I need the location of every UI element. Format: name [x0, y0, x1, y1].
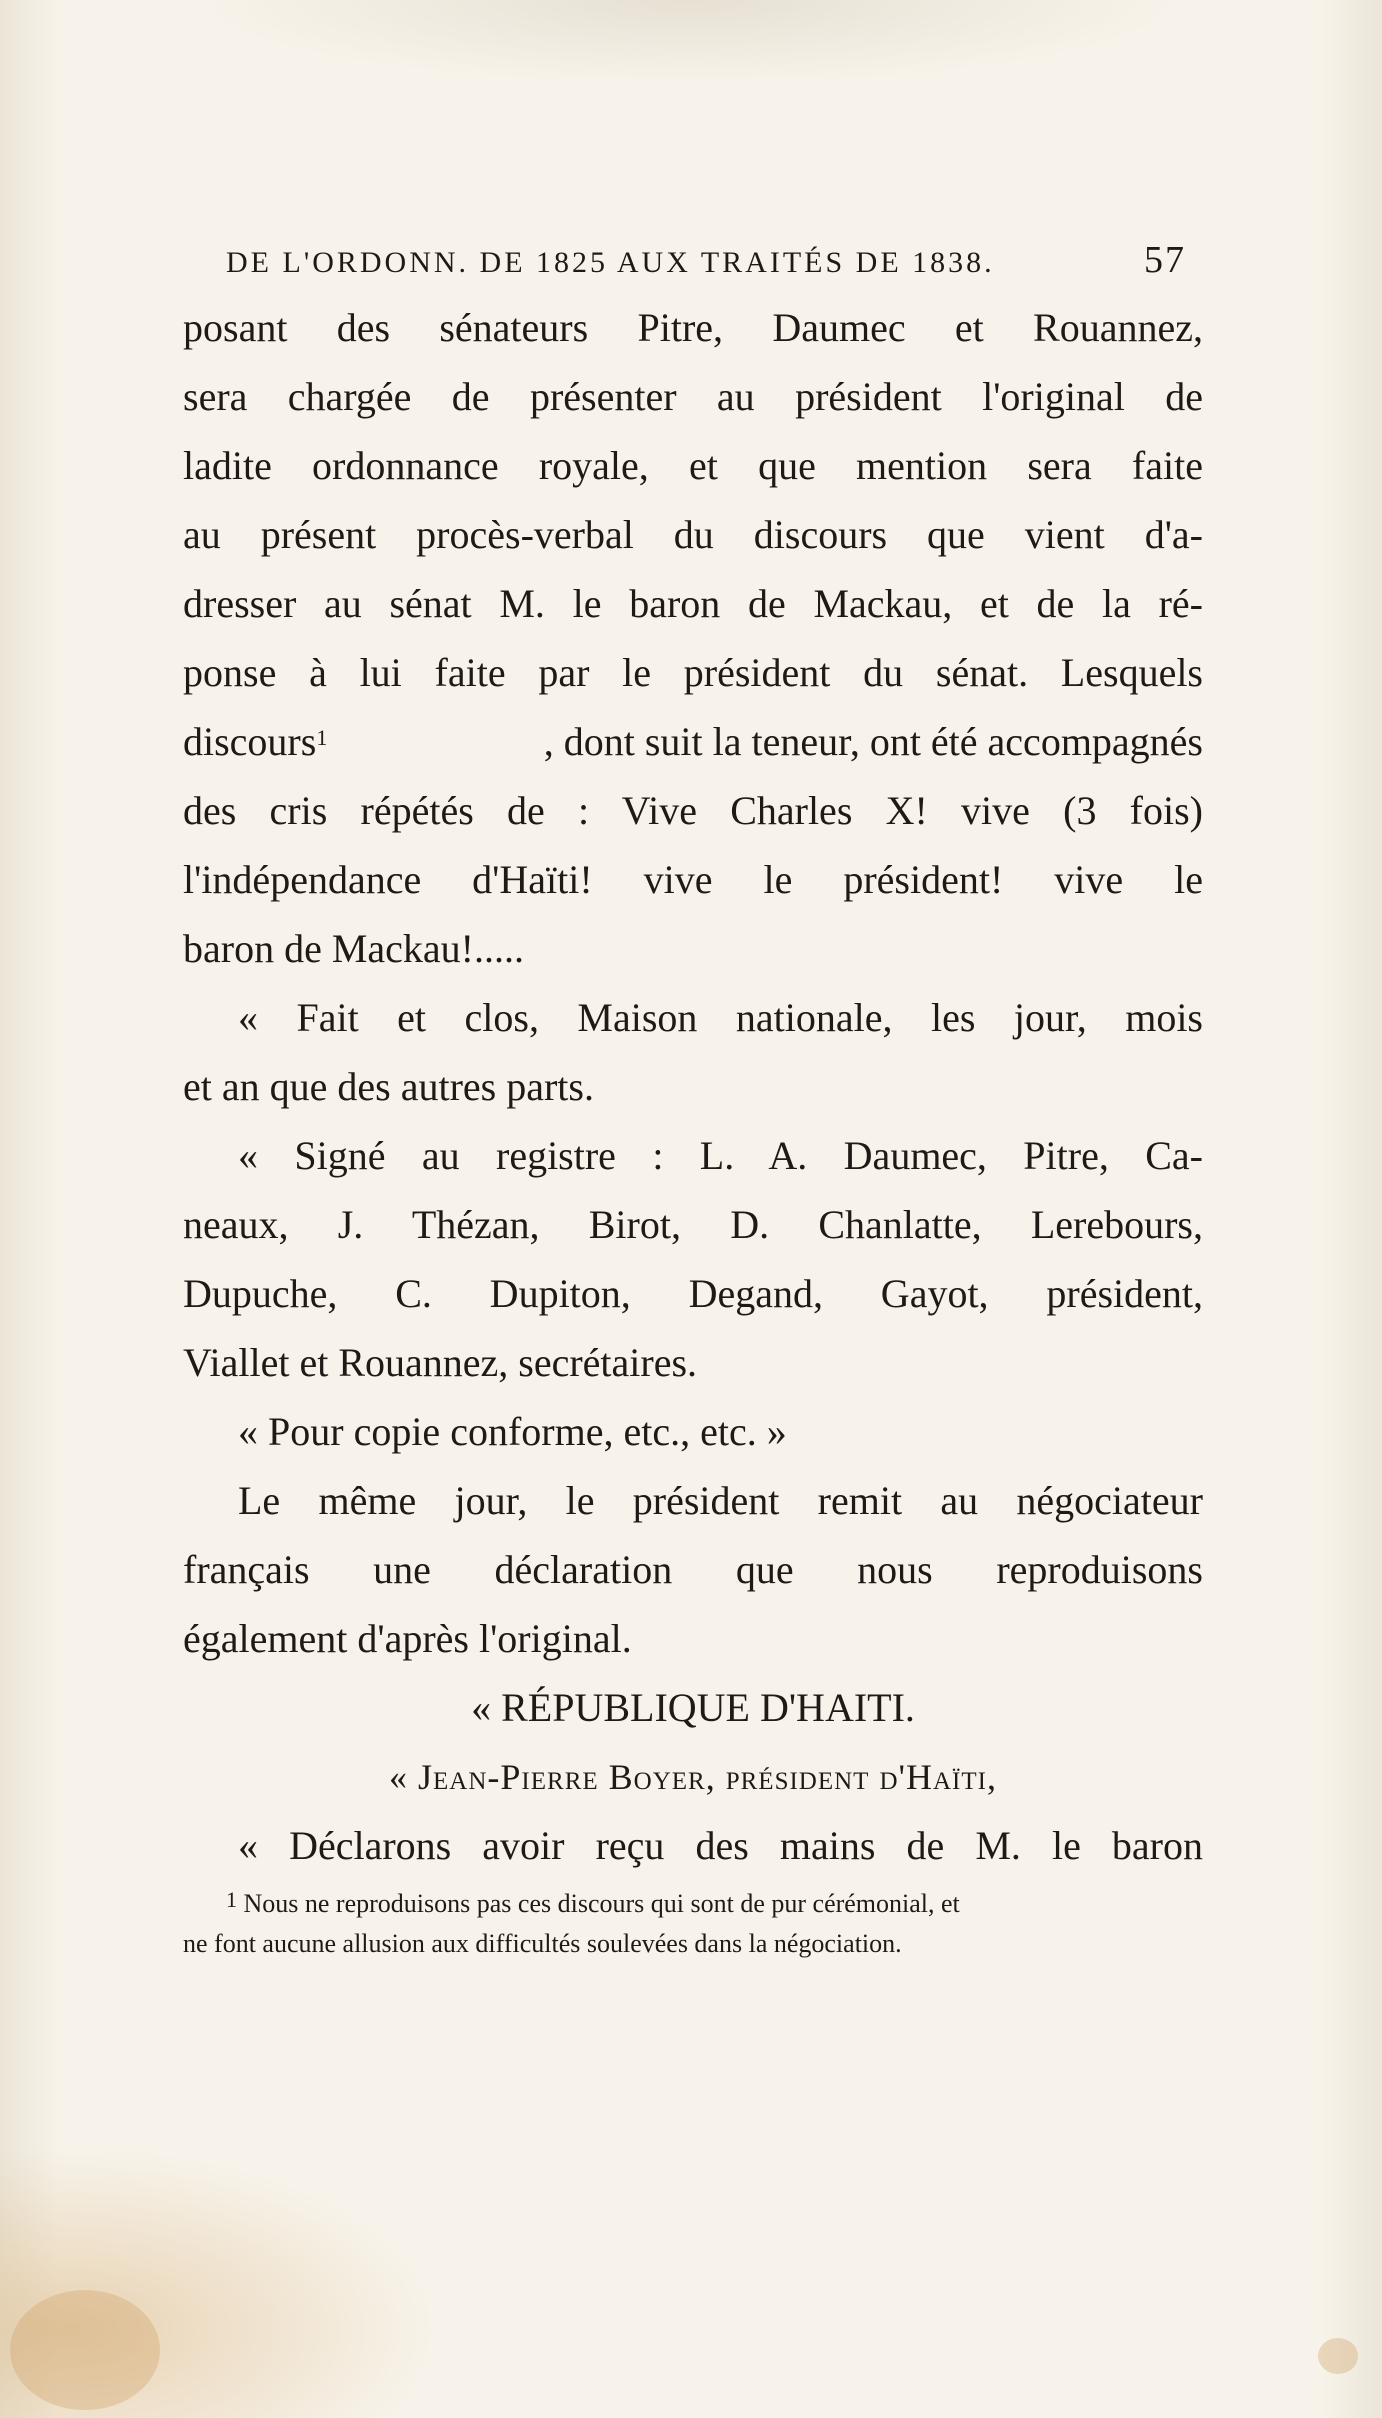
page-number: 57 [1144, 239, 1186, 281]
foxing-stain [10, 2290, 160, 2410]
footnote-marker: 1 [226, 1887, 237, 1912]
text-line: « Signé au registre : L. A. Daumec, Pitre, Ca- [238, 1133, 1203, 1178]
text-line: ponse à lui faite par le président du sénat. Lesquels [183, 650, 1203, 695]
running-title: DE L'ORDONN. DE 1825 AUX TRAITÉS DE 1838. [226, 246, 995, 279]
text-line: « Fait et clos, Maison nationale, les jour, mois [238, 995, 1203, 1040]
text-fragment: discours$^1$ [183, 719, 328, 764]
text-line: l'indépendance d'Haïti! vive le président! vive le [183, 857, 1203, 902]
text-line: et an que des autres parts. [183, 1064, 594, 1109]
footnote-reference: 1 [316, 725, 328, 750]
text-line: « Déclarons avoir reçu des mains de M. le baron [238, 1823, 1203, 1868]
text-line: Le même jour, le président remit au négociateur [238, 1478, 1203, 1523]
text-line: Dupuche, C. Dupiton, Degand, Gayot, président, [183, 1271, 1203, 1316]
text-line: dresser au sénat M. le baron de Mackau, et de la ré- [183, 581, 1203, 626]
text-line [183, 717, 1203, 767]
declaration-subheading: « Jean-Pierre Boyer, président d'Haïti, [389, 1757, 997, 1797]
footnote-line: ne font aucune allusion aux difficultés soulevées dans la négociation. [183, 1929, 902, 1958]
declaration-heading: « RÉPUBLIQUE D'HAITI. [471, 1685, 915, 1730]
footnote-text: Nous ne reproduisons pas ces discours qui sont de pur cérémonial, et [243, 1889, 960, 1918]
text-line: sera chargée de présenter au président l'original de [183, 374, 1203, 419]
text-line: également d'après l'original. [183, 1616, 632, 1661]
text-line: neaux, J. Thézan, Birot, D. Chanlatte, Lerebours, [183, 1202, 1203, 1247]
text-line: ladite ordonnance royale, et que mention sera faite [183, 443, 1203, 488]
text-line: des cris répétés de : Vive Charles X! vive (3 fois) [183, 788, 1203, 833]
footnote-line [226, 1886, 1203, 1922]
text-line: Viallet et Rouannez, secrétaires. [183, 1340, 698, 1385]
text-line: français une déclaration que nous reproduisons [183, 1547, 1203, 1592]
foxing-stain [1318, 2338, 1358, 2374]
text-line: au présent procès-verbal du discours que vient d'a- [183, 512, 1203, 557]
text-line: « Pour copie conforme, etc., etc. » [238, 1409, 787, 1454]
text-line: baron de Mackau!..... [183, 926, 524, 971]
running-header [226, 238, 1186, 282]
text-fragment: , dont suit la teneur, ont été accompagnés [543, 719, 1203, 764]
text-line: posant des sénateurs Pitre, Daumec et Rouannez, [183, 305, 1203, 350]
